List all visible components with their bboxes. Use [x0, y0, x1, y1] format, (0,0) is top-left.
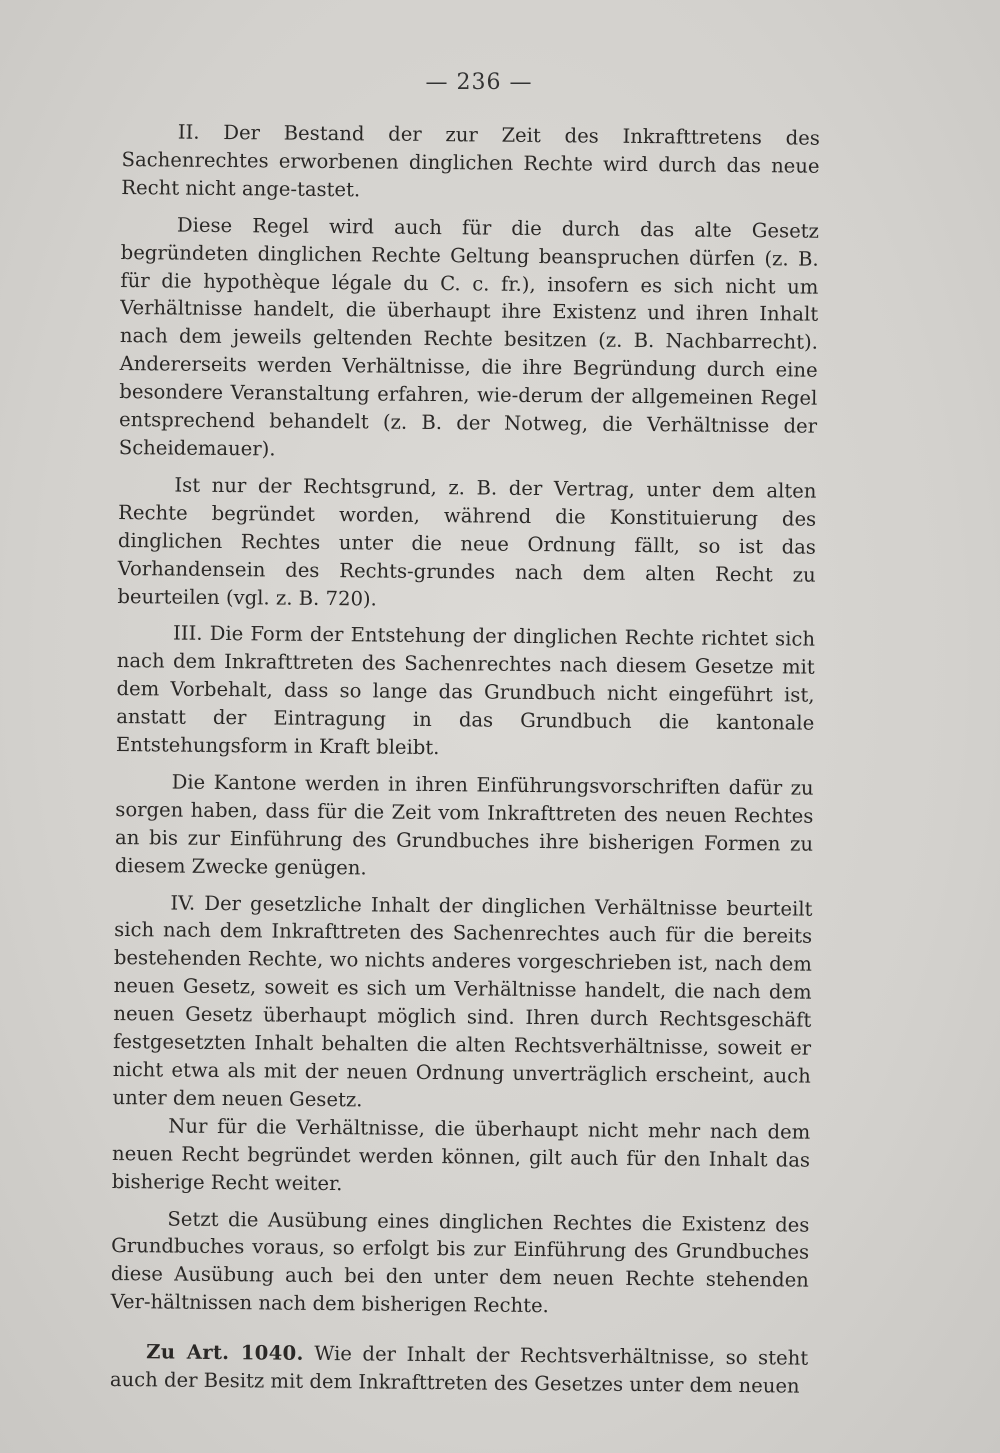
paragraph-section-iii: III. Die Form der Entstehung der dinglichen Rechte richtet sich nach dem Inkrafttreten des Sachenrechtes nach diesem Gesetze mit dem Vorbehalt, dass so lange das Grundbuch nicht eingeführt ist, anstatt der Eintragung in das Grundbuch die kantonale Entstehungsform in Kraft bleibt.: [115, 621, 816, 760]
paragraph-diese-regel: Diese Regel wird auch für die durch das alte Gesetz begründeten dinglichen Rechte Geltung beanspruchen dürfen (z. B. für die hypothèque légale du C. c. fr.), insofern es sich nicht um Verhältnisse handelt, die überhaupt ihre Existenz und ihren Inhalt nach dem jeweils geltenden Rechte besitzen (z. B. Nachbarrecht). Andererseits werden Verhältnisse, die ihre Begründung durch eine besondere Veranstaltung erfahren, wie-derum der allgemeinen Regel entsprechend behandelt (z. B. der Notweg, die Verhältnisse der Scheidemauer).: [118, 213, 820, 461]
paragraph-kantone: Die Kantone werden in ihren Einführungsvorschriften dafür zu sorgen haben, dass für die Zeit vom Inkrafttreten des neuen Rechtes an bis zur Einführung des Grundbuches ihre bisherigen Formen zu diesem Zwecke genügen.: [114, 770, 814, 880]
paragraph-section-ii: II. Der Bestand der zur Zeit des Inkrafttretens des Sachenrechtes erworbenen dinglichen Rechte wird durch das neue Recht nicht ange-tastet.: [121, 120, 820, 202]
page-number: — 236 —: [425, 70, 533, 95]
paragraph-rechtsgrund: Ist nur der Rechtsgrund, z. B. der Vertrag, unter dem alten Rechte begründet worden, während die Konstituierung des dinglichen Rechtes unter die neue Ordnung fällt, so ist das Vorhandensein des Rechts-grundes nach dem alten Recht zu beurteilen (vgl. z. B. 720).: [117, 473, 817, 610]
article-text: Wie der Inhalt der Rechtsverhältnisse, so steht auch der Besitz mit dem Inkrafttreten des Gesetzes unter dem neuen: [109, 1342, 809, 1398]
paragraph-section-iv: IV. Der gesetzliche Inhalt der dinglichen Verhältnisse beurteilt sich nach dem Inkrafttreten des Sachenrechtes auch für die bereits bestehenden Rechte, wo nichts anderes vorgeschrieben ist, nach dem neuen Gesetz, soweit es sich um Verhältnisse handelt, die nach dem neuen Gesetz überhaupt möglich sind. Ihren durch Rechtsgeschäft festgesetzten Inhalt behalten die alten Rechtsverhältnisse, soweit er nicht etwa als mit der neuen Ordnung unverträglich erscheint, auch unter dem neuen Gesetz.: [112, 891, 813, 1112]
paragraph-nur-fuer: Nur für die Verhältnisse, die überhaupt nicht mehr nach dem neuen Recht begründet werden können, gilt auch für den Inhalt das bisherige Recht weiter.: [111, 1114, 811, 1195]
article-paragraph: [110, 1338, 809, 1401]
paragraph-ausuebung: Setzt die Ausübung eines dinglichen Rechtes die Existenz des Grundbuches voraus, so erfolgt bis zur Einführung des Grundbuches diese Ausübung auch bei den unter dem neuen Rechte stehenden Ver-hältnissen nach dem bisherigen Rechte.: [110, 1207, 810, 1318]
article-heading: Zu Art. 1040.: [146, 1340, 304, 1365]
body-text: [110, 118, 820, 1410]
